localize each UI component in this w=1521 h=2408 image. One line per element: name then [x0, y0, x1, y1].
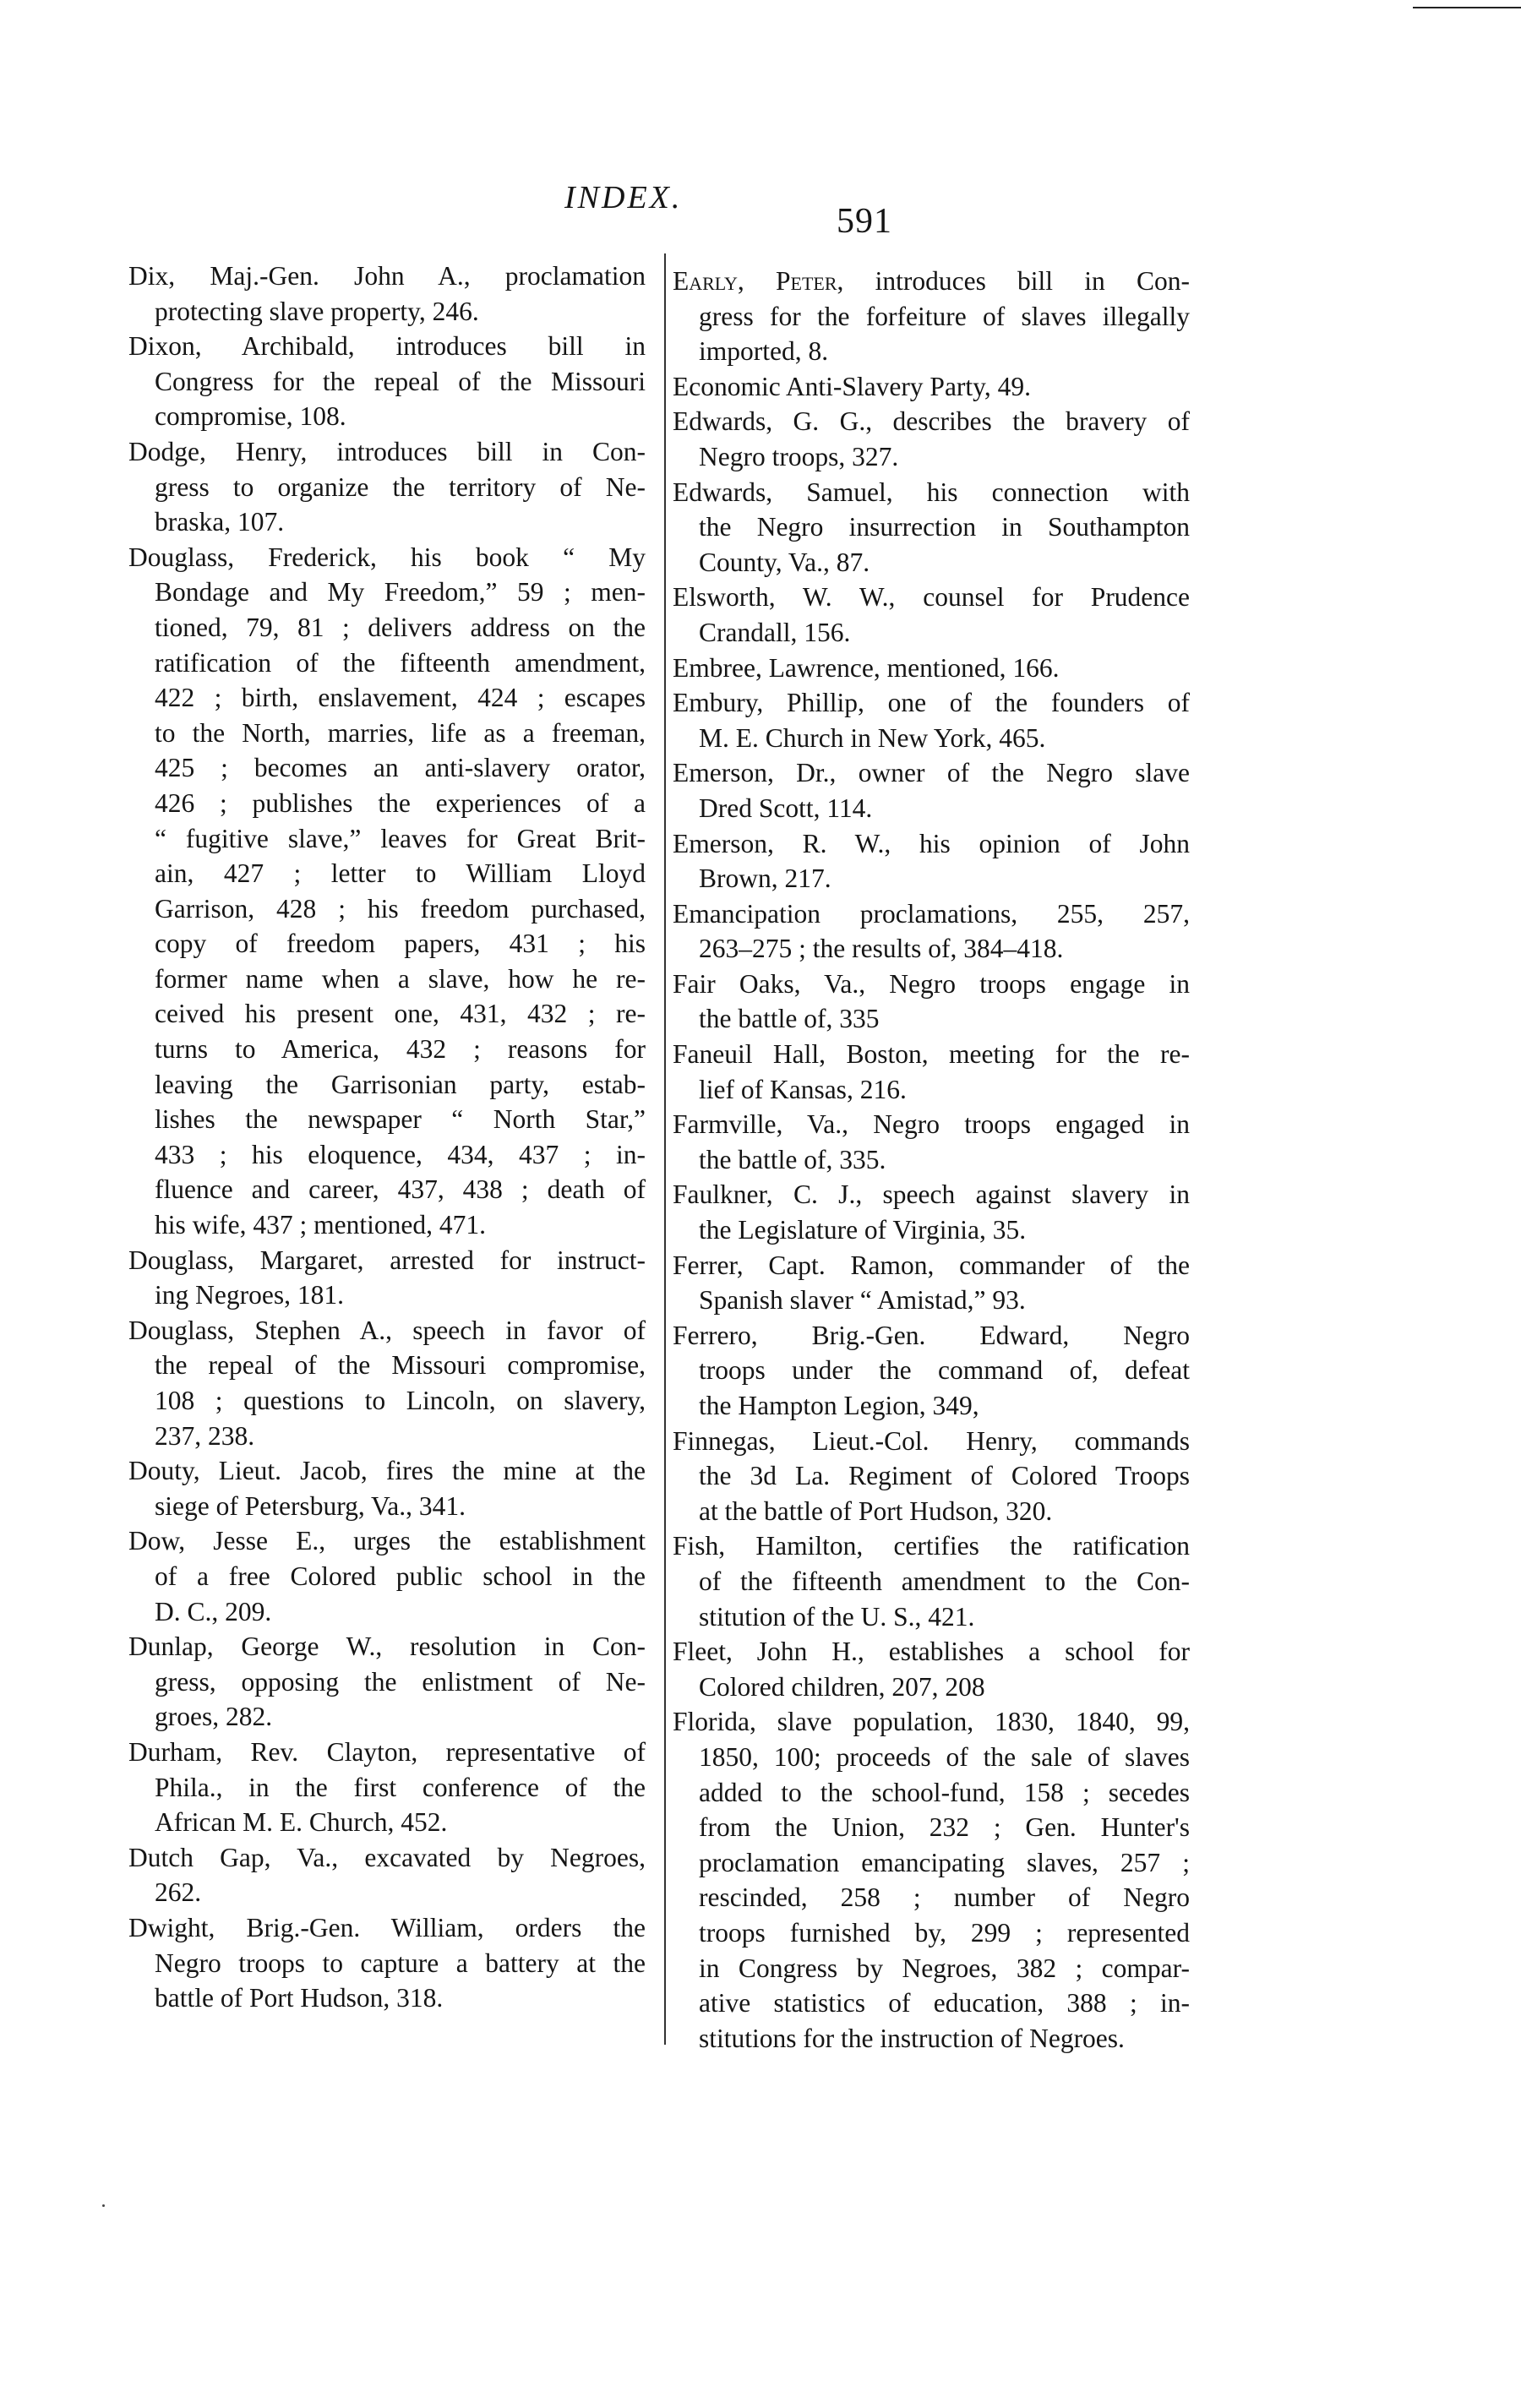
index-entry-line: Fair Oaks, Va., Negro troops engage in [673, 968, 1190, 999]
index-entry [673, 1107, 1190, 1177]
index-entry-line: Emerson, Dr., owner of the Negro slave [673, 758, 1190, 788]
index-entry [128, 434, 646, 540]
index-entry-line: gress for the forfeiture of slaves illegally [699, 301, 1190, 331]
index-entry-line: leaving the Garrisonian party, estab- [155, 1069, 646, 1099]
index-entry-line: Douglass, Margaret, arrested for instruct- [128, 1245, 646, 1275]
index-entry-line: ratification of the fifteenth amendment, [155, 647, 646, 678]
index-entry-line: Negro troops to capture a battery at the [155, 1948, 646, 1978]
index-entry-line: Faulkner, C. J., speech against slavery in [673, 1179, 1190, 1210]
index-entry-line: 425 ; becomes an anti-slavery orator, [155, 753, 646, 783]
index-entry [673, 1634, 1190, 1704]
index-entry-line: Colored children, 207, 208 [699, 1671, 985, 1702]
index-entry-line: of the fifteenth amendment to the Con- [699, 1566, 1190, 1596]
index-entry-line: Elsworth, W. W., counsel for Prudence [673, 582, 1190, 613]
index-entry [128, 1840, 646, 1910]
index-entry [673, 404, 1190, 474]
index-entry [128, 1313, 646, 1453]
index-entry [128, 1629, 646, 1735]
index-entry-line: Dwight, Brig.-Gen. William, orders the [128, 1912, 646, 1942]
index-entry [128, 1910, 646, 2016]
index-entry-line: Ferrero, Brig.-Gen. Edward, Negro [673, 1320, 1190, 1350]
index-entry-line: battle of Port Hudson, 318. [155, 1983, 444, 2013]
index-entry-line: D. C., 209. [155, 1596, 272, 1626]
index-entry-line: the battle of, 335. [699, 1144, 886, 1174]
index-entry-line: Durham, Rev. Clayton, representative of [128, 1736, 646, 1767]
index-entry-line: Fleet, John H., establishes a school for [673, 1637, 1190, 1667]
index-entry-line: the repeal of the Missouri compromise, [155, 1350, 646, 1381]
index-entry-line: lishes the newspaper “ North Star,” [155, 1104, 646, 1135]
index-entry-line: former name when a slave, how he re- [155, 963, 646, 994]
index-entry-line: stitution of the U. S., 421. [699, 1601, 975, 1632]
index-entry [128, 540, 646, 1243]
index-entry-line: Edwards, Samuel, his connection with [673, 477, 1190, 507]
index-entry-line: at the battle of Port Hudson, 320. [699, 1495, 1053, 1526]
index-entry-line: ing Negroes, 181. [155, 1280, 344, 1310]
index-entry [673, 1424, 1190, 1529]
index-entry-line: 433 ; his eloquence, 434, 437 ; in- [155, 1139, 646, 1169]
running-head: INDEX. [564, 180, 683, 215]
index-entry-line: gress to organize the territory of Ne- [155, 471, 646, 502]
index-entry-line: Brown, 217. [699, 864, 831, 894]
index-entry-line: troops furnished by, 299 ; represented [699, 1917, 1190, 1948]
index-entry [673, 475, 1190, 580]
index-entry [673, 1177, 1190, 1247]
index-entry-line: of a free Colored public school in the [155, 1561, 646, 1591]
index-entry [128, 1735, 646, 1840]
index-entry-line: Congress for the repeal of the Missouri [155, 366, 646, 396]
index-entry-line: 426 ; publishes the experiences of a [155, 787, 646, 818]
index-entry [673, 967, 1190, 1037]
index-entry-line: proclamation emancipating slaves, 257 ; [699, 1847, 1190, 1877]
index-entry-line: Florida, slave population, 1830, 1840, 99, [673, 1707, 1190, 1737]
index-entry-line: Ferrer, Capt. Ramon, commander of the [673, 1250, 1190, 1280]
index-entry-line: the Negro insurrection in Southampton [699, 512, 1190, 542]
index-entry-line: Dred Scott, 114. [699, 793, 873, 823]
index-entry [673, 826, 1190, 896]
index-entry-line: Dunlap, George W., resolution in Con- [128, 1632, 646, 1662]
index-entry-line: Dow, Jesse E., urges the establishment [128, 1526, 646, 1556]
index-entry-line: M. E. Church in New York, 465. [699, 722, 1046, 753]
index-entry-heading: Early, Peter, [673, 266, 844, 296]
index-entry-line [673, 264, 1190, 299]
index-entry-line: Bondage and My Freedom,” 59 ; men- [155, 577, 646, 607]
index-entry [673, 896, 1190, 967]
index-entry-line: Edwards, G. G., describes the bravery of [673, 406, 1190, 437]
index-entry [128, 259, 646, 329]
index-entry [673, 1528, 1190, 1634]
index-entry-line: ain, 427 ; letter to William Lloyd [155, 858, 646, 889]
index-entry [673, 1248, 1190, 1318]
index-column-right [673, 264, 1190, 2056]
index-entry [673, 1704, 1190, 2056]
index-entry-line: 422 ; birth, enslavement, 424 ; escapes [155, 683, 646, 713]
scan-speck [102, 2204, 105, 2207]
index-entry [128, 1453, 646, 1523]
index-entry-line: lief of Kansas, 216. [699, 1074, 907, 1104]
index-entry-line: County, Va., 87. [699, 547, 870, 577]
index-entry-line: turns to America, 432 ; reasons for [155, 1034, 646, 1065]
index-entry-line: stitutions for the instruction of Negroes. [699, 2023, 1125, 2053]
index-entry [673, 580, 1190, 650]
index-entry-line: 263–275 ; the results of, 384–418. [699, 934, 1064, 964]
index-entry-line: Fish, Hamilton, certifies the ratification [673, 1531, 1190, 1561]
index-entry-line: Crandall, 156. [699, 617, 851, 647]
index-entry-line: Embury, Phillip, one of the founders of [673, 688, 1190, 718]
index-entry-line: 262. [155, 1877, 202, 1908]
index-entry-line: the battle of, 335 [699, 1004, 880, 1034]
index-entry-line: “ fugitive slave,” leaves for Great Brit- [155, 823, 646, 853]
index-entry-text: introduces bill in Con- [843, 266, 1190, 296]
index-entry-line: Emerson, R. W., his opinion of John [673, 828, 1190, 858]
index-entry-line: siege of Petersburg, Va., 341. [155, 1490, 466, 1521]
index-entry-line: Dodge, Henry, introduces bill in Con- [128, 436, 646, 466]
index-entry-line: Negro troops, 327. [699, 441, 899, 471]
index-entry [673, 755, 1190, 825]
index-entry [673, 264, 1190, 369]
index-entry-line: 237, 238. [155, 1420, 255, 1451]
index-entry-line: copy of freedom papers, 431 ; his [155, 929, 646, 959]
index-entry-line: Phila., in the first conference of the [155, 1772, 646, 1802]
index-entry-line: rescinded, 258 ; number of Negro [699, 1882, 1190, 1913]
index-entry [128, 1243, 646, 1313]
index-entry-line: in Congress by Negroes, 382 ; compar- [699, 1953, 1190, 1983]
index-entry-line: 1850, 100; proceeds of the sale of slaves [699, 1741, 1190, 1772]
index-entry-line: fluence and career, 437, 438 ; death of [155, 1174, 646, 1205]
index-entry-line: Embree, Lawrence, mentioned, 166. [673, 652, 1060, 683]
index-entry [673, 651, 1190, 686]
index-entry-line: Faneuil Hall, Boston, meeting for the re- [673, 1039, 1190, 1070]
index-entry-line: Finnegas, Lieut.-Col. Henry, commands [673, 1425, 1190, 1456]
page-number: 591 [837, 202, 892, 241]
index-entry-line: Emancipation proclamations, 255, 257, [673, 898, 1190, 929]
index-entry-line: his wife, 437 ; mentioned, 471. [155, 1210, 486, 1240]
index-entry-line: Garrison, 428 ; his freedom purchased, [155, 893, 646, 923]
index-entry-line: Farmville, Va., Negro troops engaged in [673, 1109, 1190, 1140]
index-entry-line: African M. E. Church, 452. [155, 1807, 448, 1838]
index-entry-line: the Legislature of Virginia, 35. [699, 1215, 1027, 1245]
index-column-left [128, 259, 646, 2016]
top-edge-rule [1413, 7, 1521, 8]
index-entry-line: imported, 8. [699, 336, 829, 367]
index-entry [673, 369, 1190, 405]
index-entry [128, 329, 646, 434]
index-entry-line: braska, 107. [155, 507, 285, 537]
index-entry-line: Dutch Gap, Va., excavated by Negroes, [128, 1842, 646, 1872]
index-entry-line: ative statistics of education, 388 ; in- [699, 1988, 1190, 2018]
index-entry [128, 1523, 646, 1629]
index-entry-line: to the North, marries, life as a freeman, [155, 717, 646, 748]
index-entry-line: from the Union, 232 ; Gen. Hunter's [699, 1812, 1190, 1843]
index-entry-line: Spanish slaver “ Amistad,” 93. [699, 1285, 1026, 1316]
index-entry-line: groes, 282. [155, 1702, 273, 1732]
index-entry-line: Douglass, Stephen A., speech in favor of [128, 1315, 646, 1345]
index-entry-line: ceived his present one, 431, 432 ; re- [155, 999, 646, 1029]
index-entry-line: tioned, 79, 81 ; delivers address on the [155, 612, 646, 642]
index-entry-line: Douglass, Frederick, his book “ My [128, 542, 646, 572]
index-entry-line: Economic Anti-Slavery Party, 49. [673, 371, 1032, 401]
index-entry-line: Douty, Lieut. Jacob, fires the mine at the [128, 1456, 646, 1486]
index-entry [673, 1037, 1190, 1107]
index-entry [673, 1318, 1190, 1424]
index-entry-line: Dix, Maj.-Gen. John A., proclamation [128, 261, 646, 291]
index-entry [673, 685, 1190, 755]
index-entry-line: compromise, 108. [155, 401, 346, 432]
index-entry-line: gress, opposing the enlistment of Ne- [155, 1666, 646, 1697]
index-entry-line: added to the school-fund, 158 ; secedes [699, 1777, 1190, 1807]
index-entry-line: troops under the command of, defeat [699, 1355, 1190, 1386]
index-entry-line: the 3d La. Regiment of Colored Troops [699, 1461, 1190, 1491]
index-entry-line: Dixon, Archibald, introduces bill in [128, 331, 646, 362]
index-entry-line: the Hampton Legion, 349, [699, 1391, 979, 1420]
column-divider [664, 253, 666, 2045]
index-entry-line: 108 ; questions to Lincoln, on slavery, [155, 1386, 646, 1415]
index-entry-line: protecting slave property, 246. [155, 296, 479, 326]
